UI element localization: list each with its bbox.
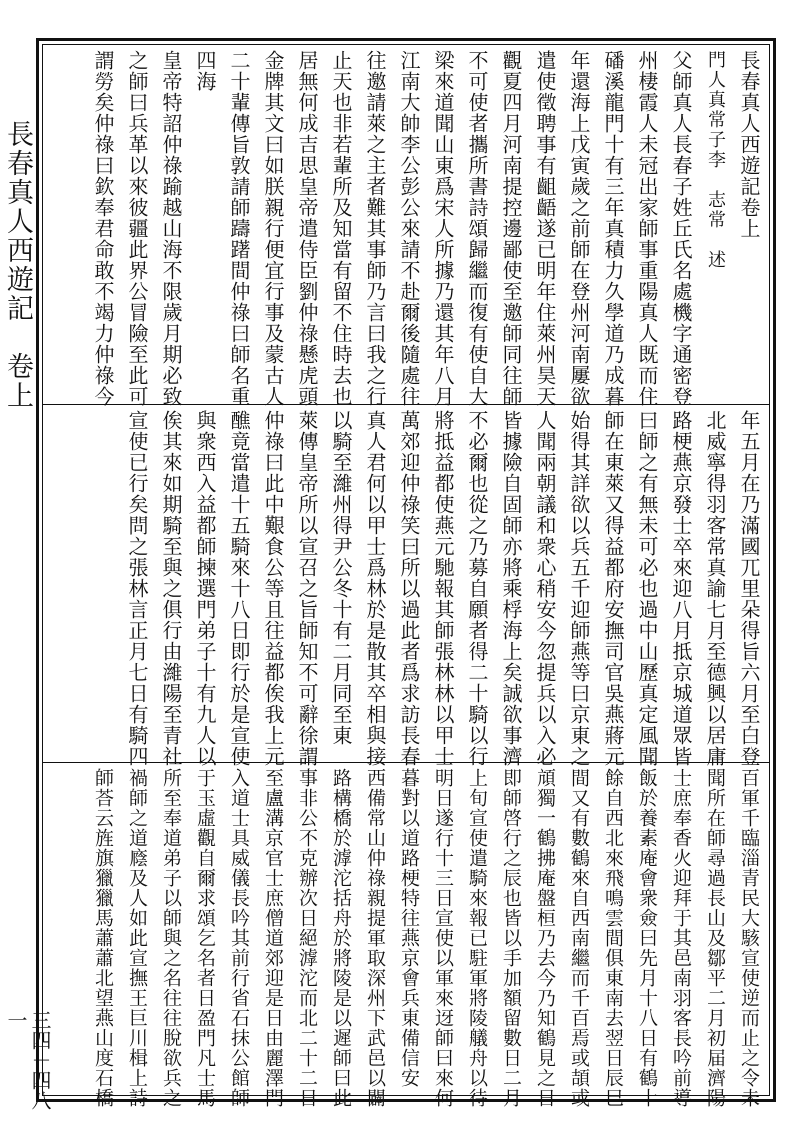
text-column: 與衆西入益都師揀選門弟子十有九人以 <box>193 410 217 767</box>
text-column: 禍師之道廕及人如此宣撫王巨川楫上詩 <box>126 768 148 1108</box>
margin-page-number: 三四－四八一 <box>4 1010 52 1110</box>
text-column: 百軍千臨淄青民大駭宣使逆而止之令未 <box>738 768 760 1108</box>
text-column: 所至奉道弟子以師與之名往往脫欲兵之 <box>160 768 182 1108</box>
text-column: 士庶奉香火迎拜于其邑南羽客長吟前導 <box>670 768 692 1108</box>
text-column: 人聞兩朝議和衆心稍安今忽提兵以入必 <box>533 410 557 767</box>
text-column: 西備常山仲祿親提軍取深州下武邑以闢 <box>364 768 386 1108</box>
register-bottom <box>54 768 766 1108</box>
text-column: 入道士具威儀長吟其前行省石抹公館師 <box>228 768 250 1108</box>
text-column: 居無何成吉思皇帝遣侍臣劉仲祿懸虎頭 <box>295 50 319 407</box>
text-column: 飯於養素庵會衆僉曰先月十八日有鶴十 <box>636 768 658 1108</box>
text-column: 間又有數鶴來自西南繼而千百焉或頡或 <box>568 768 590 1108</box>
text-column: 謂勞矣仲祿曰欽奉君命敢不竭力仲祿今 <box>91 50 115 407</box>
text-column: 始得其詳欲以兵五千迎師燕等曰京東之 <box>567 410 591 767</box>
text-column: 之師曰兵革以來彼疆此界公冒險至此可 <box>125 50 149 407</box>
text-column: 路梗燕京發士卒來迎八月抵京城道眾皆 <box>669 410 693 767</box>
text-column: 皇帝特詔仲祿踰越山海不限歲月期必致 <box>159 50 183 407</box>
text-column: 萬郊迎仲祿笑曰所以過此者爲求訪長春 <box>397 410 421 767</box>
text-column: 暮對以道路梗特往燕京會兵東備信安 <box>398 768 420 1088</box>
text-column: 路構橋於滹沱括舟於將陵是以遲師曰此 <box>330 768 352 1108</box>
text-column: 四海 <box>193 50 217 92</box>
text-column: 師在東萊又得益都府安撫司官吳燕蔣元 <box>601 410 625 767</box>
text-column: 金牌其文曰如朕親行便宜行事及蒙古人 <box>261 50 285 407</box>
text-column: 皆據險自固師亦將乘桴海上矣誠欲事濟 <box>499 410 523 767</box>
text-column: 餘自西北來飛鳴雲間俱東南去翌日辰巳 <box>602 768 624 1108</box>
text-column: 磻溪龍門十有三年真積力久學道乃成暮 <box>601 50 625 407</box>
text-column: 醮竟當遣十五騎來十八日即行於是宣使 <box>227 410 251 767</box>
text-column: 聞所在師尋過長山及鄒平二月初届濟陽 <box>704 768 726 1108</box>
text-column: 遣使徵聘事有齟齬遂已明年住萊州昊天 <box>533 50 557 407</box>
text-column: 長春真人西遊記卷上 <box>737 50 761 239</box>
margin-book-title: 長春真人西遊記 卷上 <box>2 120 33 410</box>
text-column: 俟其來如期騎至與之俱行由濰陽至青社 <box>159 410 183 767</box>
text-column: 于玉虛觀自爾求頌乞名者日盈門凡士馬 <box>194 768 216 1108</box>
text-column: 觀夏四月河南提控邊鄙使至邀師同往師 <box>499 50 523 407</box>
text-column: 萊傳皇帝所以宣召之旨師知不可辭徐謂 <box>295 410 319 767</box>
text-column: 曰師之有無未可必也過中山歷真定風聞 <box>635 410 659 767</box>
text-column: 將抵益都使燕元馳報其師張林林以甲士 <box>431 410 455 767</box>
text-column: 明日遂行十三日宣使以軍來迓師曰來何 <box>432 768 454 1108</box>
text-column: 北威寧得羽客常真諭七月至德興以居庸 <box>703 410 727 767</box>
text-column: 門人真常子李 志常 述 <box>705 50 726 270</box>
text-column: 止天也非若輩所及知當有留不住時去也 <box>329 50 353 407</box>
text-column: 二十輩傳旨敦請師躊躇間仲祿曰師名重 <box>227 50 251 407</box>
text-column: 頏獨一鶴拂庵盤桓乃去今乃知鶴見之日 <box>534 768 556 1108</box>
text-column: 至盧溝京官士庶僧道郊迎是日由麗澤門 <box>262 768 284 1108</box>
text-column: 父師真人長春子姓丘氏名處機字通密登 <box>669 50 693 407</box>
text-column: 州棲霞人未冠出家師事重陽真人既而住 <box>635 50 659 407</box>
text-column: 不可使者攜所書詩頌歸繼而復有使自大 <box>465 50 489 407</box>
text-column: 師荅云旌旗獵獵馬蕭蕭北望燕山度石橋 <box>92 768 114 1108</box>
text-column: 仲祿曰此中艱食公等且往益都俟我上元 <box>261 410 285 767</box>
text-column: 事非公不克辦次日絕滹沱而北二十二日 <box>296 768 318 1108</box>
text-column: 不必爾也從之乃募自願者得二十騎以行 <box>465 410 489 767</box>
text-column: 即師啓行之辰也皆以手加額留數日二月 <box>500 768 522 1108</box>
text-column: 往邀請萊之主者難其事師乃言曰我之行 <box>363 50 387 407</box>
text-column: 上旬宣使遣騎來報已駐軍將陵艤舟以待 <box>466 768 488 1108</box>
register-top <box>54 50 766 407</box>
text-column: 江南大帥李公彭公來請不赴爾後隨處往 <box>397 50 421 407</box>
text-column: 真人君何以甲士爲林於是散其卒相與接 <box>363 410 387 767</box>
text-column: 年還海上戊寅歲之前師在登州河南屢欲 <box>567 50 591 407</box>
text-column: 宣使已行矣問之張林言正月七日有騎四 <box>125 410 149 767</box>
register-middle <box>54 410 766 767</box>
text-column: 年五月在乃滿國兀里朵得旨六月至白登 <box>737 410 761 767</box>
text-column: 以騎至濰州得尹公冬十有二月同至東 <box>329 410 353 746</box>
text-column: 梁來道聞山東爲宋人所據乃還其年八月 <box>431 50 455 407</box>
